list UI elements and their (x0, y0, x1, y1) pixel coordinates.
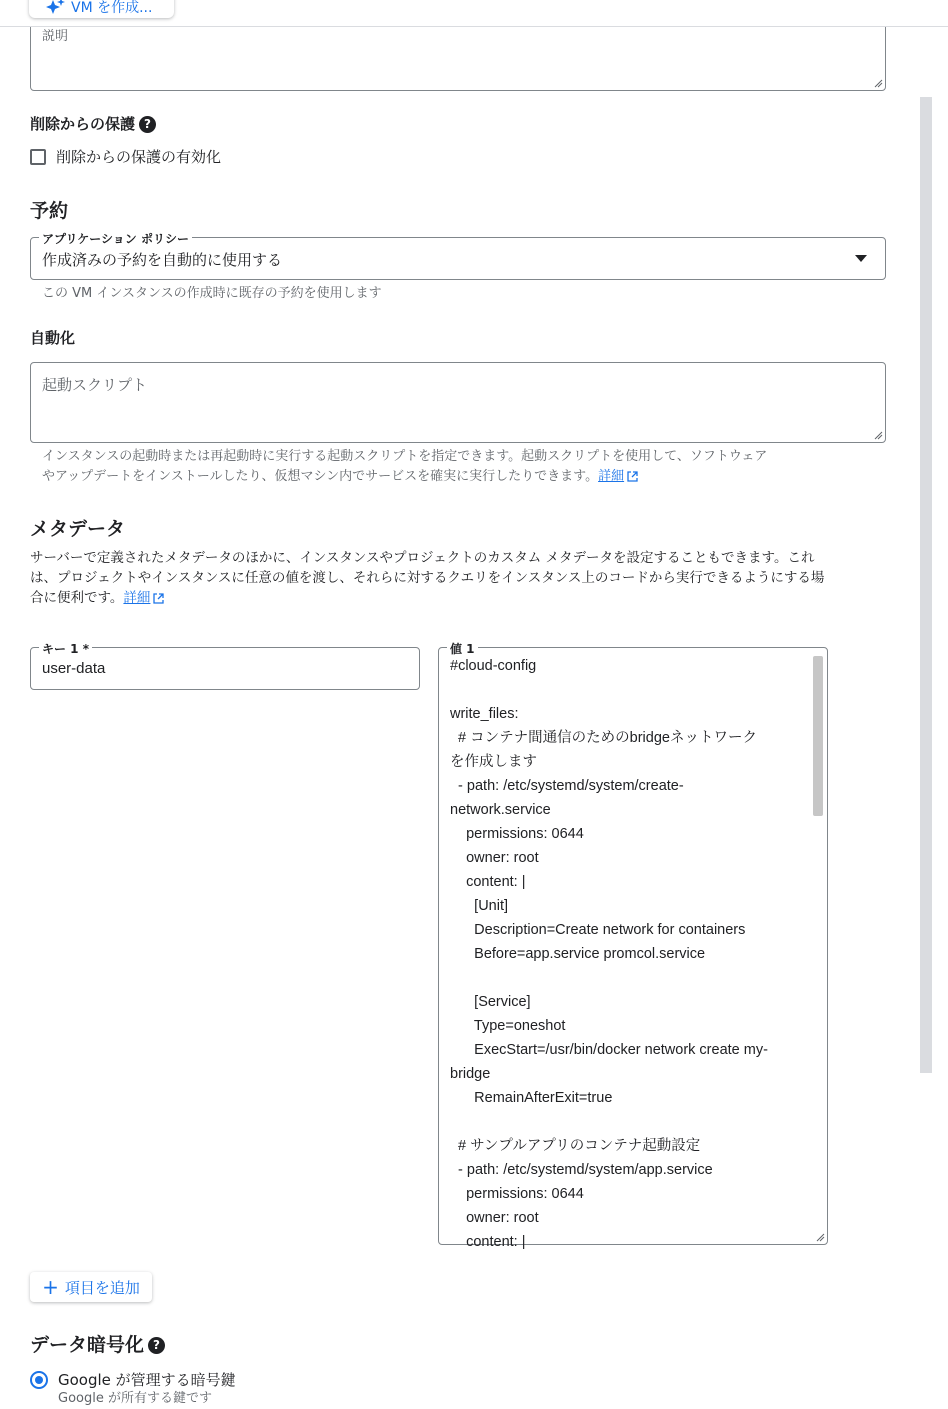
metadata-desc-line3: 合に便利です。 (30, 590, 124, 606)
value-line: #cloud-config (450, 658, 537, 674)
create-vm-label: VM を作成... (71, 0, 153, 16)
metadata-heading: メタデータ (30, 518, 126, 540)
value-line: write_files: (450, 706, 519, 722)
value-line: owner: root (450, 850, 539, 866)
value-line: # コンテナ間通信のためのbridgeネットワーク (450, 730, 757, 746)
encryption-heading (30, 1330, 165, 1357)
page-scrollbar[interactable] (920, 97, 932, 1073)
metadata-description (30, 548, 890, 608)
metadata-desc-line2: は、プロジェクトやインスタンスに任意の値を渡し、それらに対するクエリをインスタンス上のコードから実行できるようにする場 (30, 570, 825, 586)
value-line: Type=oneshot (450, 1018, 566, 1034)
deletion-protection-checkbox-label: 削除からの保護の有効化 (56, 148, 222, 166)
deletion-protection-checkbox-row[interactable] (30, 146, 221, 167)
add-item-label: 項目を追加 (64, 1278, 140, 1297)
help-icon[interactable]: ? (139, 116, 156, 133)
metadata-value-content (450, 654, 818, 1250)
value-line: - path: /etc/systemd/system/create- (450, 778, 684, 794)
value-scrollbar[interactable] (813, 656, 823, 816)
startup-script-placeholder: 起動スクリプト (42, 376, 148, 394)
reservation-hint: この VM インスタンスの作成時に既存の予約を使用します (42, 286, 382, 301)
metadata-key-value: user-data (42, 660, 106, 677)
value-line: [Unit] (450, 898, 509, 914)
checkbox-icon[interactable] (30, 149, 46, 165)
metadata-desc-line1: サーバーで定義されたメタデータのほかに、インスタンスやプロジェクトのカスタム メタデータを設定することもできます。これ (30, 550, 815, 566)
reservation-policy-label: アプリケーション ポリシー (39, 230, 192, 247)
reservation-policy-value: 作成済みの予約を自動的に使用する (42, 251, 283, 269)
encryption-option-label: Google が管理する暗号鍵 (58, 1371, 236, 1389)
deletion-protection-title: 削除からの保護 (30, 115, 136, 133)
value-line (450, 1110, 818, 1134)
value-line: permissions: 0644 (450, 1186, 584, 1202)
startup-script-textarea[interactable] (30, 362, 886, 443)
value-line: owner: root (450, 1210, 539, 1226)
value-line: [Service] (450, 994, 531, 1010)
resize-grip-icon[interactable] (874, 431, 882, 439)
encryption-title: データ暗号化 (30, 1334, 145, 1356)
value-line: を作成します (450, 754, 537, 770)
value-line: permissions: 0644 (450, 826, 584, 842)
reservation-heading: 予約 (30, 200, 69, 222)
external-link-icon (626, 470, 639, 483)
automation-hint-line2-row (42, 467, 872, 487)
create-vm-button[interactable] (29, 0, 174, 18)
deletion-protection-heading (30, 113, 156, 134)
value-line: content: | (450, 874, 526, 890)
resize-grip-icon[interactable] (816, 1233, 824, 1241)
resize-grip-icon[interactable] (874, 79, 882, 87)
add-item-button[interactable] (30, 1272, 152, 1302)
value-line: - path: /etc/systemd/system/app.service (450, 1162, 713, 1178)
external-link-icon (152, 592, 165, 605)
top-bar (0, 0, 948, 27)
value-line (450, 966, 818, 990)
value-line: Description=Create network for containers (450, 922, 746, 938)
value-line: content: | (450, 1234, 526, 1250)
sparkle-icon (45, 0, 67, 14)
value-line: network.service (450, 802, 551, 818)
encryption-option-google[interactable] (30, 1369, 236, 1390)
description-label: 説明 (42, 29, 69, 44)
metadata-details-link[interactable]: 詳細 (123, 590, 151, 606)
automation-details-link[interactable]: 詳細 (598, 469, 625, 484)
encryption-option-sub: Google が所有する鍵です (58, 1391, 212, 1406)
description-textarea[interactable] (30, 20, 886, 91)
dropdown-arrow-icon (855, 255, 867, 263)
metadata-key-input[interactable] (30, 642, 420, 690)
automation-hint (42, 447, 872, 487)
automation-hint-line1: インスタンスの起動時または再起動時に実行する起動スクリプトを指定できます。起動スクリプトを使用して、ソフトウェア (42, 449, 768, 464)
value-line: bridge (450, 1066, 491, 1082)
value-line: ExecStart=/usr/bin/docker network create my- (450, 1042, 768, 1058)
help-icon[interactable]: ? (148, 1337, 165, 1354)
radio-selected-icon[interactable] (30, 1371, 48, 1389)
automation-heading: 自動化 (30, 329, 76, 347)
plus-icon: + (42, 1275, 59, 1299)
reservation-policy-select[interactable] (30, 232, 886, 280)
value-line: # サンプルアプリのコンテナ起動設定 (450, 1138, 701, 1154)
metadata-value-label: 値 1 (447, 640, 478, 657)
value-line: RemainAfterExit=true (450, 1090, 613, 1106)
value-line: Before=app.service promcol.service (450, 946, 706, 962)
automation-hint-line2: やアップデートをインストールしたり、仮想マシン内でサービスを確実に実行したりできます。 (42, 469, 599, 484)
metadata-key-label: キー 1 * (39, 640, 92, 657)
metadata-desc-line3-row (30, 588, 890, 608)
value-line (450, 678, 818, 702)
